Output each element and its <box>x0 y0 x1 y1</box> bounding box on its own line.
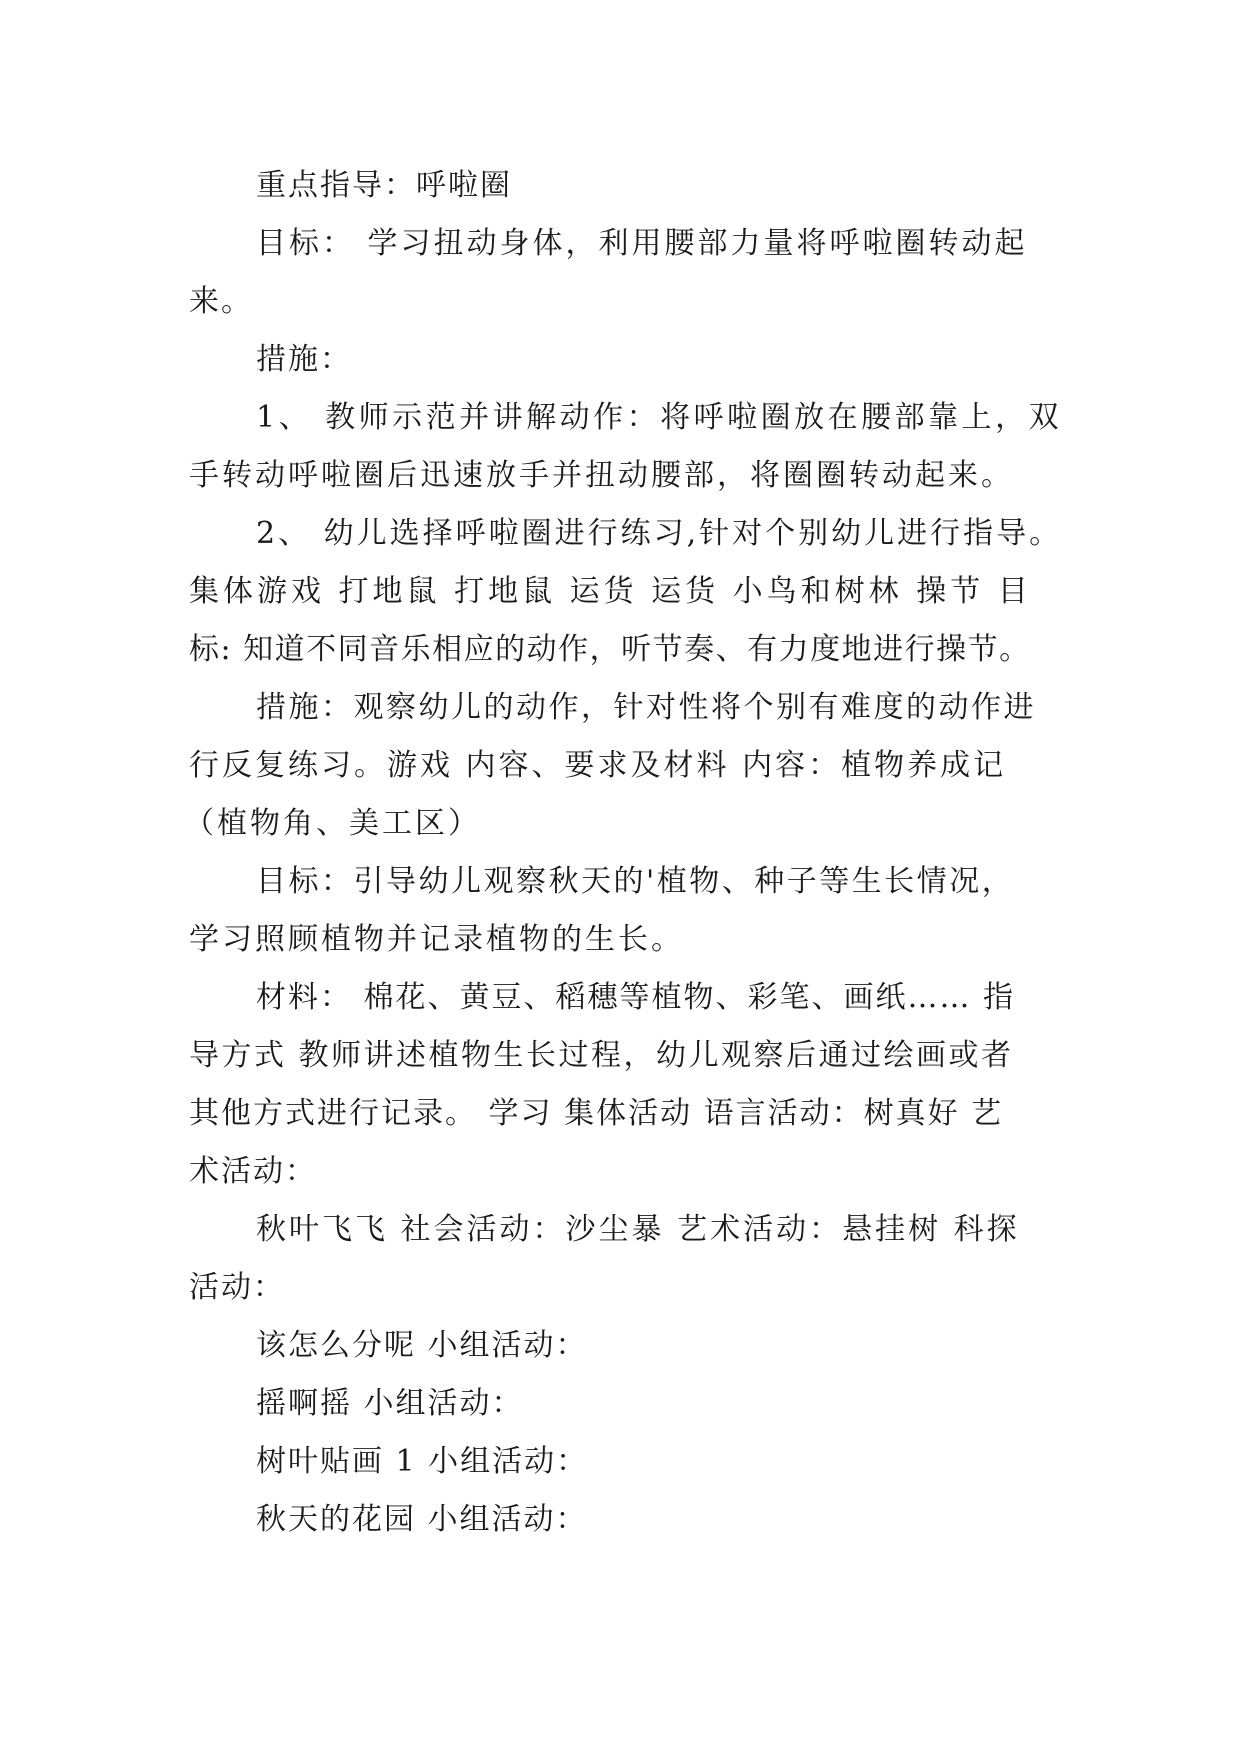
text-line: 措施：观察幼儿的动作，针对性将个别有难度的动作进 <box>256 690 1036 725</box>
text-line: 材料： 棉花、黄豆、稻穗等植物、彩笔、画纸…… 指 <box>256 980 1016 1015</box>
text-line: 集体游戏 打地鼠 打地鼠 运货 运货 小鸟和树林 操节 目 <box>189 574 1032 609</box>
text-line: 学习照顾植物并记录植物的生长。 <box>189 922 684 957</box>
text-line: 该怎么分呢 小组活动： <box>256 1328 588 1363</box>
text-line: 手转动呼啦圈后迅速放手并扭动腰部，将圈圈转动起来。 <box>189 458 1014 493</box>
text-line: 秋天的花园 小组活动： <box>256 1502 588 1537</box>
text-line: 术活动： <box>189 1154 317 1189</box>
text-line: 秋叶飞飞 社会活动：沙尘暴 艺术活动：悬挂树 科探 <box>256 1212 1020 1247</box>
text-line: 活动： <box>189 1270 285 1305</box>
text-line: 重点指导：呼啦圈 <box>256 168 512 203</box>
text-line: 2、 幼儿选择呼啦圈进行练习,针对个别幼儿进行指导。 <box>256 516 1063 551</box>
text-line: 来。 <box>189 284 253 319</box>
text-line: 其他方式进行记录。 学习 集体活动 语言活动：树真好 艺 <box>189 1096 1004 1131</box>
text-line: （植物角、美工区） <box>184 806 481 841</box>
text-line: 导方式 教师讲述植物生长过程，幼儿观察后通过绘画或者 <box>189 1038 1014 1073</box>
text-line: 措施： <box>256 342 352 377</box>
text-line: 目标：引导幼儿观察秋天的'植物、种子等生长情况， <box>256 864 1015 899</box>
text-line: 1、 教师示范并讲解动作：将呼啦圈放在腰部靠上，双 <box>256 400 1063 435</box>
text-line: 树叶贴画 1 小组活动： <box>256 1444 589 1479</box>
text-line: 标: 知道不同音乐相应的动作，听节奏、有力度地进行操节。 <box>189 632 1031 667</box>
text-line: 摇啊摇 小组活动： <box>256 1386 524 1421</box>
text-line: 目标： 学习扭动身体，利用腰部力量将呼啦圈转动起 <box>256 226 1028 261</box>
text-line: 行反复练习。游戏 内容、要求及材料 内容：植物养成记 <box>189 748 1007 783</box>
